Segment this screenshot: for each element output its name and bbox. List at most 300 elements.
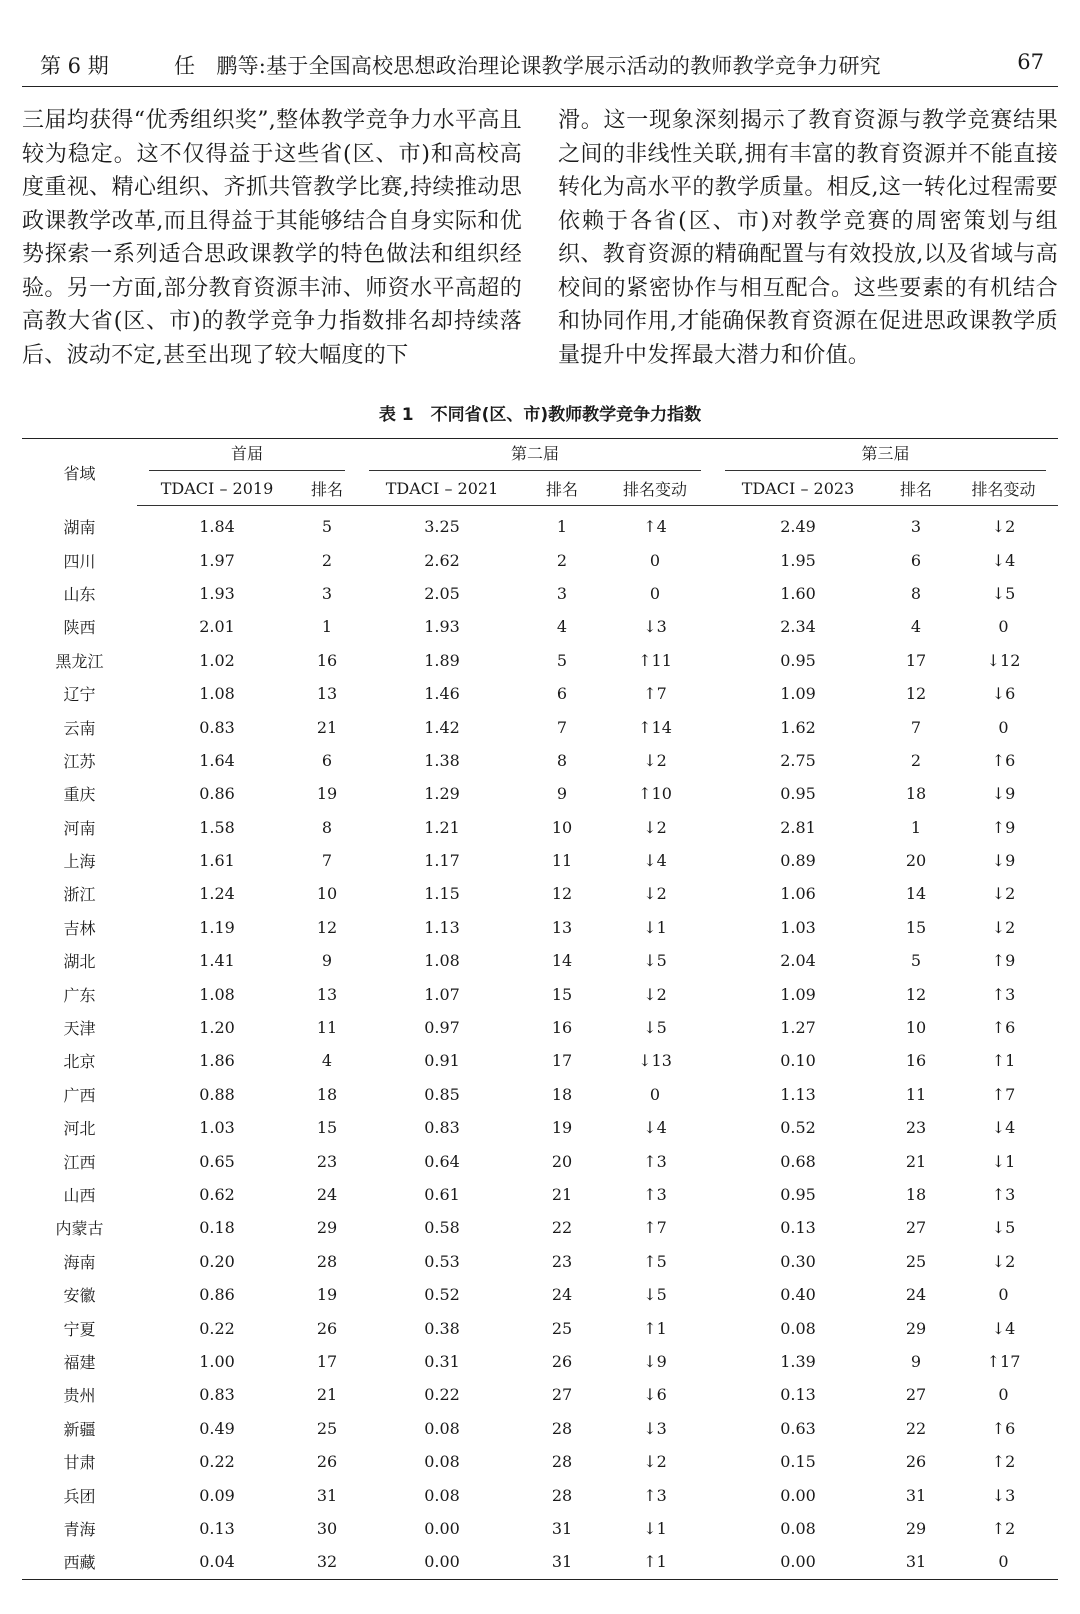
rank-change-2-cell: ↓2 <box>643 984 667 1004</box>
rank-2-cell: 15 <box>551 984 573 1004</box>
tdaci-2023-cell: 1.03 <box>780 917 816 937</box>
rank-3-cell: 1 <box>910 817 922 837</box>
rank-change-3-cell: ↓2 <box>991 917 1016 937</box>
rank-2-cell: 28 <box>551 1452 573 1472</box>
rank-1-cell: 8 <box>321 817 333 837</box>
table-row <box>22 1345 1058 1378</box>
table-row <box>22 577 1058 610</box>
rank-3-cell: 5 <box>910 951 922 971</box>
tdaci-2021-cell: 0.08 <box>424 1452 460 1472</box>
tdaci-2021-cell: 1.93 <box>424 617 460 637</box>
table-row <box>22 1144 1058 1177</box>
rank-change-2-cell: ↑3 <box>643 1485 667 1505</box>
tdaci-2019-cell: 1.61 <box>199 851 235 871</box>
rank-3-cell: 2 <box>910 750 922 770</box>
tdaci-2021-cell: 0.97 <box>424 1018 460 1038</box>
rank-change-2-cell: ↑11 <box>638 650 672 670</box>
rank-change-3-cell: ↓6 <box>991 684 1016 704</box>
rank-change-2-cell: ↓9 <box>643 1351 667 1371</box>
region-cell: 云南 <box>63 718 96 738</box>
tdaci-2021-cell: 0.08 <box>424 1418 460 1438</box>
table-row <box>22 1011 1058 1044</box>
tdaci-2023-cell: 0.95 <box>780 784 816 804</box>
rank-1-cell: 5 <box>321 517 333 537</box>
rank-3-cell: 22 <box>905 1418 927 1438</box>
rank-3-cell: 18 <box>905 1185 927 1204</box>
rank-2-cell: 13 <box>551 917 573 937</box>
table-row <box>22 1311 1058 1344</box>
tdaci-2023-cell: 1.27 <box>780 1018 816 1038</box>
region-cell: 贵州 <box>63 1386 96 1406</box>
rank-3-cell: 12 <box>905 684 927 704</box>
tdaci-2021-cell: 0.00 <box>424 1552 460 1572</box>
table-row <box>22 543 1058 576</box>
tdaci-2019-cell: 0.22 <box>199 1318 235 1338</box>
table-row <box>22 977 1058 1010</box>
page-header <box>22 44 1058 87</box>
rank-change-3-cell: ↓5 <box>991 1218 1016 1238</box>
region-cell: 北京 <box>63 1052 96 1072</box>
tdaci-2019-cell: 1.97 <box>199 550 235 570</box>
rank-1-cell: 18 <box>316 1084 338 1104</box>
rank-1-cell: 28 <box>316 1251 338 1271</box>
tdaci-2021-cell: 1.07 <box>424 984 460 1004</box>
region-cell: 湖北 <box>63 952 96 972</box>
rank-2-cell: 8 <box>556 750 568 770</box>
rank-change-3-cell: ↑7 <box>991 1084 1016 1104</box>
table-row <box>22 811 1058 844</box>
tdaci-2019-cell: 0.86 <box>199 1285 235 1305</box>
rank-change-2-cell: ↓3 <box>643 1418 667 1438</box>
region-cell: 广西 <box>63 1085 96 1105</box>
tdaci-2021-cell: 0.58 <box>424 1218 460 1238</box>
table-row <box>22 506 1058 544</box>
tdaci-2023-cell: 1.39 <box>780 1351 816 1371</box>
tdaci-2023-cell: 0.00 <box>780 1485 816 1505</box>
rank-2-cell: 2 <box>556 550 568 570</box>
rank-change-2-cell: ↑3 <box>643 1151 667 1171</box>
rank-2-cell: 28 <box>551 1418 573 1438</box>
region-cell: 江西 <box>63 1152 96 1172</box>
rank-change-2-cell: ↓2 <box>643 884 667 904</box>
rank-change-3-cell: ↓3 <box>991 1485 1016 1505</box>
tdaci-2021-cell: 0.64 <box>424 1151 460 1171</box>
rank-2-cell: 21 <box>551 1185 573 1204</box>
rank-3-cell: 7 <box>910 717 922 737</box>
rank-3-cell: 11 <box>905 1084 927 1104</box>
rank-1-cell: 15 <box>316 1118 338 1138</box>
tdaci-2023-cell: 1.95 <box>780 550 816 570</box>
rank-1-cell: 19 <box>316 784 338 804</box>
tdaci-2021-cell: 1.89 <box>424 650 460 670</box>
table-row <box>22 1445 1058 1478</box>
region-cell: 西藏 <box>63 1553 96 1573</box>
region-cell: 山东 <box>63 584 96 604</box>
tdaci-2021-cell: 0.31 <box>424 1351 460 1371</box>
rank-2-cell: 9 <box>556 784 568 804</box>
tdaci-2023-cell: 2.34 <box>780 617 816 637</box>
tdaci-2021-cell: 1.15 <box>424 884 460 904</box>
tdaci-2021-cell: 0.83 <box>424 1118 460 1138</box>
region-cell: 吉林 <box>63 918 96 938</box>
rank-change-3-cell: ↓1 <box>991 1151 1016 1171</box>
tdaci-2021-cell: 0.22 <box>424 1385 460 1405</box>
col-header-change-2: 排名变动 <box>597 472 713 506</box>
tdaci-2023-cell: 1.62 <box>780 717 816 737</box>
tdaci-2019-cell: 0.18 <box>199 1218 235 1238</box>
rank-2-cell: 4 <box>556 617 568 637</box>
table-row <box>22 844 1058 877</box>
table-row <box>22 911 1058 944</box>
table-row <box>22 1211 1058 1244</box>
tdaci-2023-cell: 1.09 <box>780 984 816 1004</box>
page-number: 67 <box>1017 50 1044 74</box>
rank-2-cell: 26 <box>551 1351 573 1371</box>
table-row <box>22 777 1058 810</box>
col-header-change-3: 排名变动 <box>949 472 1058 506</box>
rank-1-cell: 24 <box>316 1185 338 1204</box>
region-cell: 内蒙古 <box>55 1219 104 1239</box>
region-cell: 辽宁 <box>63 685 96 705</box>
rank-change-2-cell: ↓1 <box>643 917 667 937</box>
tdaci-2019-cell: 1.08 <box>199 984 235 1004</box>
region-cell: 重庆 <box>63 785 96 805</box>
tdaci-2023-cell: 0.10 <box>780 1051 816 1071</box>
rank-2-cell: 5 <box>556 650 568 670</box>
rank-change-3-cell: ↓2 <box>991 1251 1016 1271</box>
rank-change-2-cell: ↓6 <box>643 1385 667 1405</box>
rank-2-cell: 7 <box>556 717 568 737</box>
rank-2-cell: 11 <box>551 851 573 871</box>
rank-change-3-cell: ↑9 <box>991 951 1016 971</box>
rank-change-3-cell: ↓9 <box>991 784 1016 804</box>
rank-2-cell: 12 <box>551 884 573 904</box>
rank-2-cell: 1 <box>556 517 568 537</box>
rank-3-cell: 8 <box>910 583 922 603</box>
col-header-rank-2: 排名 <box>527 472 597 506</box>
region-cell: 新疆 <box>63 1419 96 1439</box>
tdaci-2019-cell: 1.86 <box>199 1051 235 1071</box>
col-header-tdaci-2019: TDACI – 2019 <box>137 472 297 506</box>
rank-change-3-cell: ↓2 <box>991 884 1016 904</box>
rank-change-2-cell: ↓13 <box>638 1051 672 1071</box>
tdaci-2019-cell: 1.02 <box>199 650 235 670</box>
rank-change-3-cell: ↓9 <box>991 851 1016 871</box>
rank-2-cell: 19 <box>551 1118 573 1138</box>
rank-change-3-cell: 0 <box>998 717 1009 737</box>
table-caption: 表 1 不同省(区、市)教师教学竞争力指数 <box>378 405 702 425</box>
table-row <box>22 1178 1058 1211</box>
rank-change-3-cell: ↓5 <box>991 583 1016 603</box>
rank-change-2-cell: ↑1 <box>643 1318 667 1338</box>
rank-1-cell: 9 <box>321 951 333 971</box>
rank-change-3-cell: 0 <box>998 617 1009 637</box>
tdaci-2019-cell: 1.64 <box>199 750 235 770</box>
rank-change-2-cell: ↓3 <box>643 617 667 637</box>
table-row <box>22 710 1058 743</box>
region-cell: 兵团 <box>63 1486 96 1506</box>
tdaci-2019-cell: 0.88 <box>199 1084 235 1104</box>
table-row <box>22 644 1058 677</box>
rank-1-cell: 25 <box>316 1418 338 1438</box>
tdaci-2023-cell: 0.15 <box>780 1452 816 1472</box>
rank-change-2-cell: ↑5 <box>643 1251 667 1271</box>
tdaci-2023-cell: 1.09 <box>780 684 816 704</box>
rank-1-cell: 1 <box>321 617 333 637</box>
rank-change-3-cell: ↑6 <box>991 1018 1016 1038</box>
tdaci-2021-cell: 2.05 <box>424 583 460 603</box>
rank-2-cell: 23 <box>551 1251 573 1271</box>
rank-3-cell: 31 <box>905 1552 927 1572</box>
tdaci-2021-cell: 1.46 <box>424 684 460 704</box>
tdaci-2023-cell: 1.06 <box>780 884 816 904</box>
tdaci-2021-cell: 2.62 <box>424 550 460 570</box>
table-row <box>22 610 1058 643</box>
tdaci-2021-cell: 0.61 <box>424 1185 460 1204</box>
rank-1-cell: 21 <box>316 1385 338 1405</box>
rank-1-cell: 32 <box>316 1552 338 1572</box>
rank-3-cell: 24 <box>905 1285 927 1305</box>
tdaci-2019-cell: 0.49 <box>199 1418 235 1438</box>
group-header-first <box>137 439 357 473</box>
rank-3-cell: 9 <box>910 1351 922 1371</box>
rank-1-cell: 17 <box>316 1351 338 1371</box>
tdaci-2019-cell: 1.20 <box>199 1018 235 1038</box>
rank-3-cell: 17 <box>905 650 927 670</box>
region-cell: 上海 <box>63 852 96 872</box>
region-header: 省域 <box>63 463 96 483</box>
region-cell: 福建 <box>63 1352 96 1372</box>
rank-3-cell: 31 <box>905 1485 927 1505</box>
rank-1-cell: 30 <box>316 1518 338 1538</box>
table-row <box>22 677 1058 710</box>
rank-change-3-cell: ↑3 <box>991 984 1016 1004</box>
tdaci-2023-cell: 0.40 <box>780 1285 816 1305</box>
region-cell: 山西 <box>63 1186 96 1205</box>
region-cell: 安徽 <box>63 1286 96 1306</box>
rank-2-cell: 20 <box>551 1151 573 1171</box>
body-text-right-column: 滑。这一现象深刻揭示了教育资源与教学竞赛结果之间的非线性关联,拥有丰富的教育资源并不能直接转化为高水平的教学质量。相反,这一转化过程需要依赖于各省(区、市)对教学竞赛的周密策划与组织、教育资源的精确配置与有效投放,以及省域与高校间的紧密协作与相互配合。这些要素的有机结合和协同作用,才能确保教育资源在促进思政课教学质量提升中发挥最大潜力和价值。 <box>558 108 1058 368</box>
rank-change-3-cell: ↓2 <box>991 517 1016 537</box>
tdaci-2021-cell: 0.53 <box>424 1251 460 1271</box>
rank-1-cell: 21 <box>316 717 338 737</box>
rank-1-cell: 2 <box>321 550 333 570</box>
tdaci-2021-cell: 3.25 <box>424 517 460 537</box>
rank-change-3-cell: ↑2 <box>991 1452 1016 1472</box>
tdaci-2023-cell: 0.68 <box>780 1151 816 1171</box>
rank-3-cell: 14 <box>905 884 927 904</box>
tdaci-2021-cell: 1.08 <box>424 951 460 971</box>
rank-3-cell: 25 <box>905 1251 927 1271</box>
rank-change-2-cell: ↑10 <box>638 784 672 804</box>
rank-3-cell: 16 <box>905 1051 927 1071</box>
rank-2-cell: 31 <box>551 1552 573 1572</box>
rank-3-cell: 10 <box>905 1018 927 1038</box>
rank-1-cell: 3 <box>321 583 333 603</box>
body-text-left-column: 三届均获得“优秀组织奖”,整体教学竞争力水平高且较为稳定。这不仅得益于这些省(区、市)和高校高度重视、精心组织、齐抓共管教学比赛,持续推动思政课教学改革,而且得益于其能够结合自身实际和优势探索一系列适合思政课教学的特色做法和组织经验。另一方面,部分教育资源丰沛、师资水平高超的高教大省(区、市)的教学竞争力指数排名却持续落后、波动不定,甚至出现了较大幅度的下 <box>22 108 522 368</box>
tdaci-2019-cell: 2.01 <box>199 617 235 637</box>
tdaci-2021-cell: 0.00 <box>424 1518 460 1538</box>
table-row <box>22 1378 1058 1411</box>
rank-change-2-cell: ↓5 <box>643 1018 667 1038</box>
rank-3-cell: 27 <box>905 1218 927 1238</box>
tdaci-2023-cell: 0.63 <box>780 1418 816 1438</box>
tdaci-2023-cell: 0.00 <box>780 1552 816 1572</box>
tdaci-2023-cell: 0.95 <box>780 650 816 670</box>
table-row <box>22 1512 1058 1545</box>
rank-1-cell: 26 <box>316 1452 338 1472</box>
rank-2-cell: 14 <box>551 951 573 971</box>
rank-change-3-cell: ↑6 <box>991 1418 1016 1438</box>
rank-change-2-cell: ↑7 <box>643 1218 667 1238</box>
tdaci-2019-cell: 1.41 <box>199 951 235 971</box>
rank-1-cell: 10 <box>316 884 338 904</box>
tdaci-2023-cell: 1.60 <box>780 583 816 603</box>
tdaci-2019-cell: 1.93 <box>199 583 235 603</box>
tdaci-2019-cell: 0.86 <box>199 784 235 804</box>
table-row <box>22 1044 1058 1077</box>
group-header-first-label: 首届 <box>149 441 345 471</box>
rank-3-cell: 27 <box>905 1385 927 1405</box>
tdaci-2021-cell: 0.91 <box>424 1051 460 1071</box>
tdaci-2019-cell: 0.65 <box>199 1151 235 1171</box>
rank-2-cell: 27 <box>551 1385 573 1405</box>
col-header-tdaci-2021: TDACI – 2021 <box>357 472 527 506</box>
tdaci-2019-cell: 0.13 <box>199 1518 235 1538</box>
rank-change-2-cell: 0 <box>649 1084 661 1104</box>
rank-1-cell: 23 <box>316 1151 338 1171</box>
region-cell: 海南 <box>63 1252 96 1272</box>
rank-change-2-cell: ↓4 <box>643 851 667 871</box>
rank-1-cell: 16 <box>316 650 338 670</box>
rank-change-2-cell: 0 <box>649 583 661 603</box>
tdaci-2021-cell: 1.21 <box>424 817 460 837</box>
tdaci-2023-cell: 2.49 <box>780 517 816 537</box>
col-header-rank-1: 排名 <box>297 472 357 506</box>
tdaci-2021-cell: 0.52 <box>424 1285 460 1305</box>
region-cell: 河南 <box>63 818 96 838</box>
rank-1-cell: 11 <box>316 1018 338 1038</box>
rank-1-cell: 6 <box>321 750 333 770</box>
rank-change-2-cell: ↓5 <box>643 1285 667 1305</box>
region-cell: 浙江 <box>63 885 96 905</box>
region-cell: 甘肃 <box>63 1453 96 1473</box>
rank-2-cell: 25 <box>551 1318 573 1338</box>
rank-2-cell: 10 <box>551 817 573 837</box>
rank-change-3-cell: ↑1 <box>991 1051 1016 1071</box>
tdaci-2019-cell: 0.09 <box>199 1485 235 1505</box>
rank-change-2-cell: ↓2 <box>643 750 667 770</box>
rank-change-2-cell: ↓2 <box>643 817 667 837</box>
rank-change-2-cell: ↑14 <box>638 717 672 737</box>
group-header-third <box>713 439 1058 473</box>
tdaci-2021-cell: 1.17 <box>424 851 460 871</box>
region-cell: 四川 <box>63 551 96 571</box>
tdaci-2019-cell: 0.83 <box>199 717 235 737</box>
rank-2-cell: 24 <box>551 1285 573 1305</box>
rank-2-cell: 16 <box>551 1018 573 1038</box>
rank-change-2-cell: ↓1 <box>643 1518 667 1538</box>
region-cell: 陕西 <box>63 618 96 638</box>
rank-2-cell: 17 <box>551 1051 573 1071</box>
region-cell: 青海 <box>63 1519 96 1539</box>
rank-3-cell: 18 <box>905 784 927 804</box>
tdaci-2023-cell: 0.95 <box>780 1185 816 1204</box>
region-cell: 湖南 <box>63 517 96 537</box>
rank-3-cell: 29 <box>905 1518 927 1538</box>
tdaci-2019-cell: 0.04 <box>199 1552 235 1572</box>
tdaci-2023-cell: 0.30 <box>780 1251 816 1271</box>
tdaci-2021-cell: 0.08 <box>424 1485 460 1505</box>
rank-change-2-cell: ↑3 <box>643 1185 667 1204</box>
region-cell: 江苏 <box>63 751 96 771</box>
rank-change-3-cell: ↑2 <box>991 1518 1016 1538</box>
rank-3-cell: 6 <box>910 550 922 570</box>
tdaci-2019-cell: 1.03 <box>199 1118 235 1138</box>
issue-number: 第 6 期 <box>40 54 109 78</box>
group-header-second <box>357 439 713 473</box>
tdaci-2019-cell: 1.00 <box>199 1351 235 1371</box>
running-title: 任 鹏等:基于全国高校思想政治理论课教学展示活动的教师教学竞争力研究 <box>174 54 881 78</box>
tdaci-2023-cell: 2.04 <box>780 951 816 971</box>
rank-2-cell: 28 <box>551 1485 573 1505</box>
tdaci-2023-cell: 0.52 <box>780 1118 816 1138</box>
rank-change-2-cell: ↓4 <box>643 1118 667 1138</box>
tdaci-2023-cell: 2.81 <box>780 817 816 837</box>
rank-change-2-cell: ↓2 <box>643 1452 667 1472</box>
rank-change-2-cell: ↑4 <box>643 517 667 537</box>
tdaci-2023-cell: 2.75 <box>780 750 816 770</box>
region-cell: 宁夏 <box>63 1319 96 1339</box>
rank-3-cell: 15 <box>905 917 927 937</box>
rank-change-3-cell: ↑3 <box>991 1185 1016 1204</box>
tdaci-2019-cell: 0.62 <box>199 1185 235 1204</box>
rank-1-cell: 26 <box>316 1318 338 1338</box>
rank-1-cell: 12 <box>316 917 338 937</box>
group-header-third-label: 第三届 <box>725 441 1046 471</box>
table-row <box>22 744 1058 777</box>
tdaci-2019-cell: 0.83 <box>199 1385 235 1405</box>
table-row <box>22 1078 1058 1111</box>
rank-change-2-cell: ↓5 <box>643 951 667 971</box>
rank-3-cell: 26 <box>905 1452 927 1472</box>
rank-1-cell: 13 <box>316 984 338 1004</box>
region-cell: 天津 <box>63 1019 96 1039</box>
tdaci-2021-cell: 1.42 <box>424 717 460 737</box>
table-row <box>22 1412 1058 1445</box>
rank-1-cell: 4 <box>321 1051 333 1071</box>
rank-3-cell: 29 <box>905 1318 927 1338</box>
rank-2-cell: 3 <box>556 583 568 603</box>
rank-change-3-cell: ↑17 <box>986 1351 1021 1371</box>
tdaci-2019-cell: 0.20 <box>199 1251 235 1271</box>
rank-change-3-cell: 0 <box>998 1285 1009 1305</box>
table-row <box>22 1245 1058 1278</box>
rank-change-3-cell: ↓4 <box>991 1318 1016 1338</box>
rank-3-cell: 4 <box>910 617 922 637</box>
tdaci-2021-cell: 0.38 <box>424 1318 460 1338</box>
table-row <box>22 1478 1058 1511</box>
table-row <box>22 1278 1058 1311</box>
tdaci-2021-cell: 1.13 <box>424 917 460 937</box>
tdaci-2019-cell: 1.58 <box>199 817 235 837</box>
rank-2-cell: 18 <box>551 1084 573 1104</box>
rank-3-cell: 12 <box>905 984 927 1004</box>
rank-change-3-cell: 0 <box>998 1385 1009 1405</box>
tdaci-2019-cell: 1.08 <box>199 684 235 704</box>
rank-change-3-cell: ↓4 <box>991 550 1016 570</box>
rank-1-cell: 29 <box>316 1218 338 1238</box>
